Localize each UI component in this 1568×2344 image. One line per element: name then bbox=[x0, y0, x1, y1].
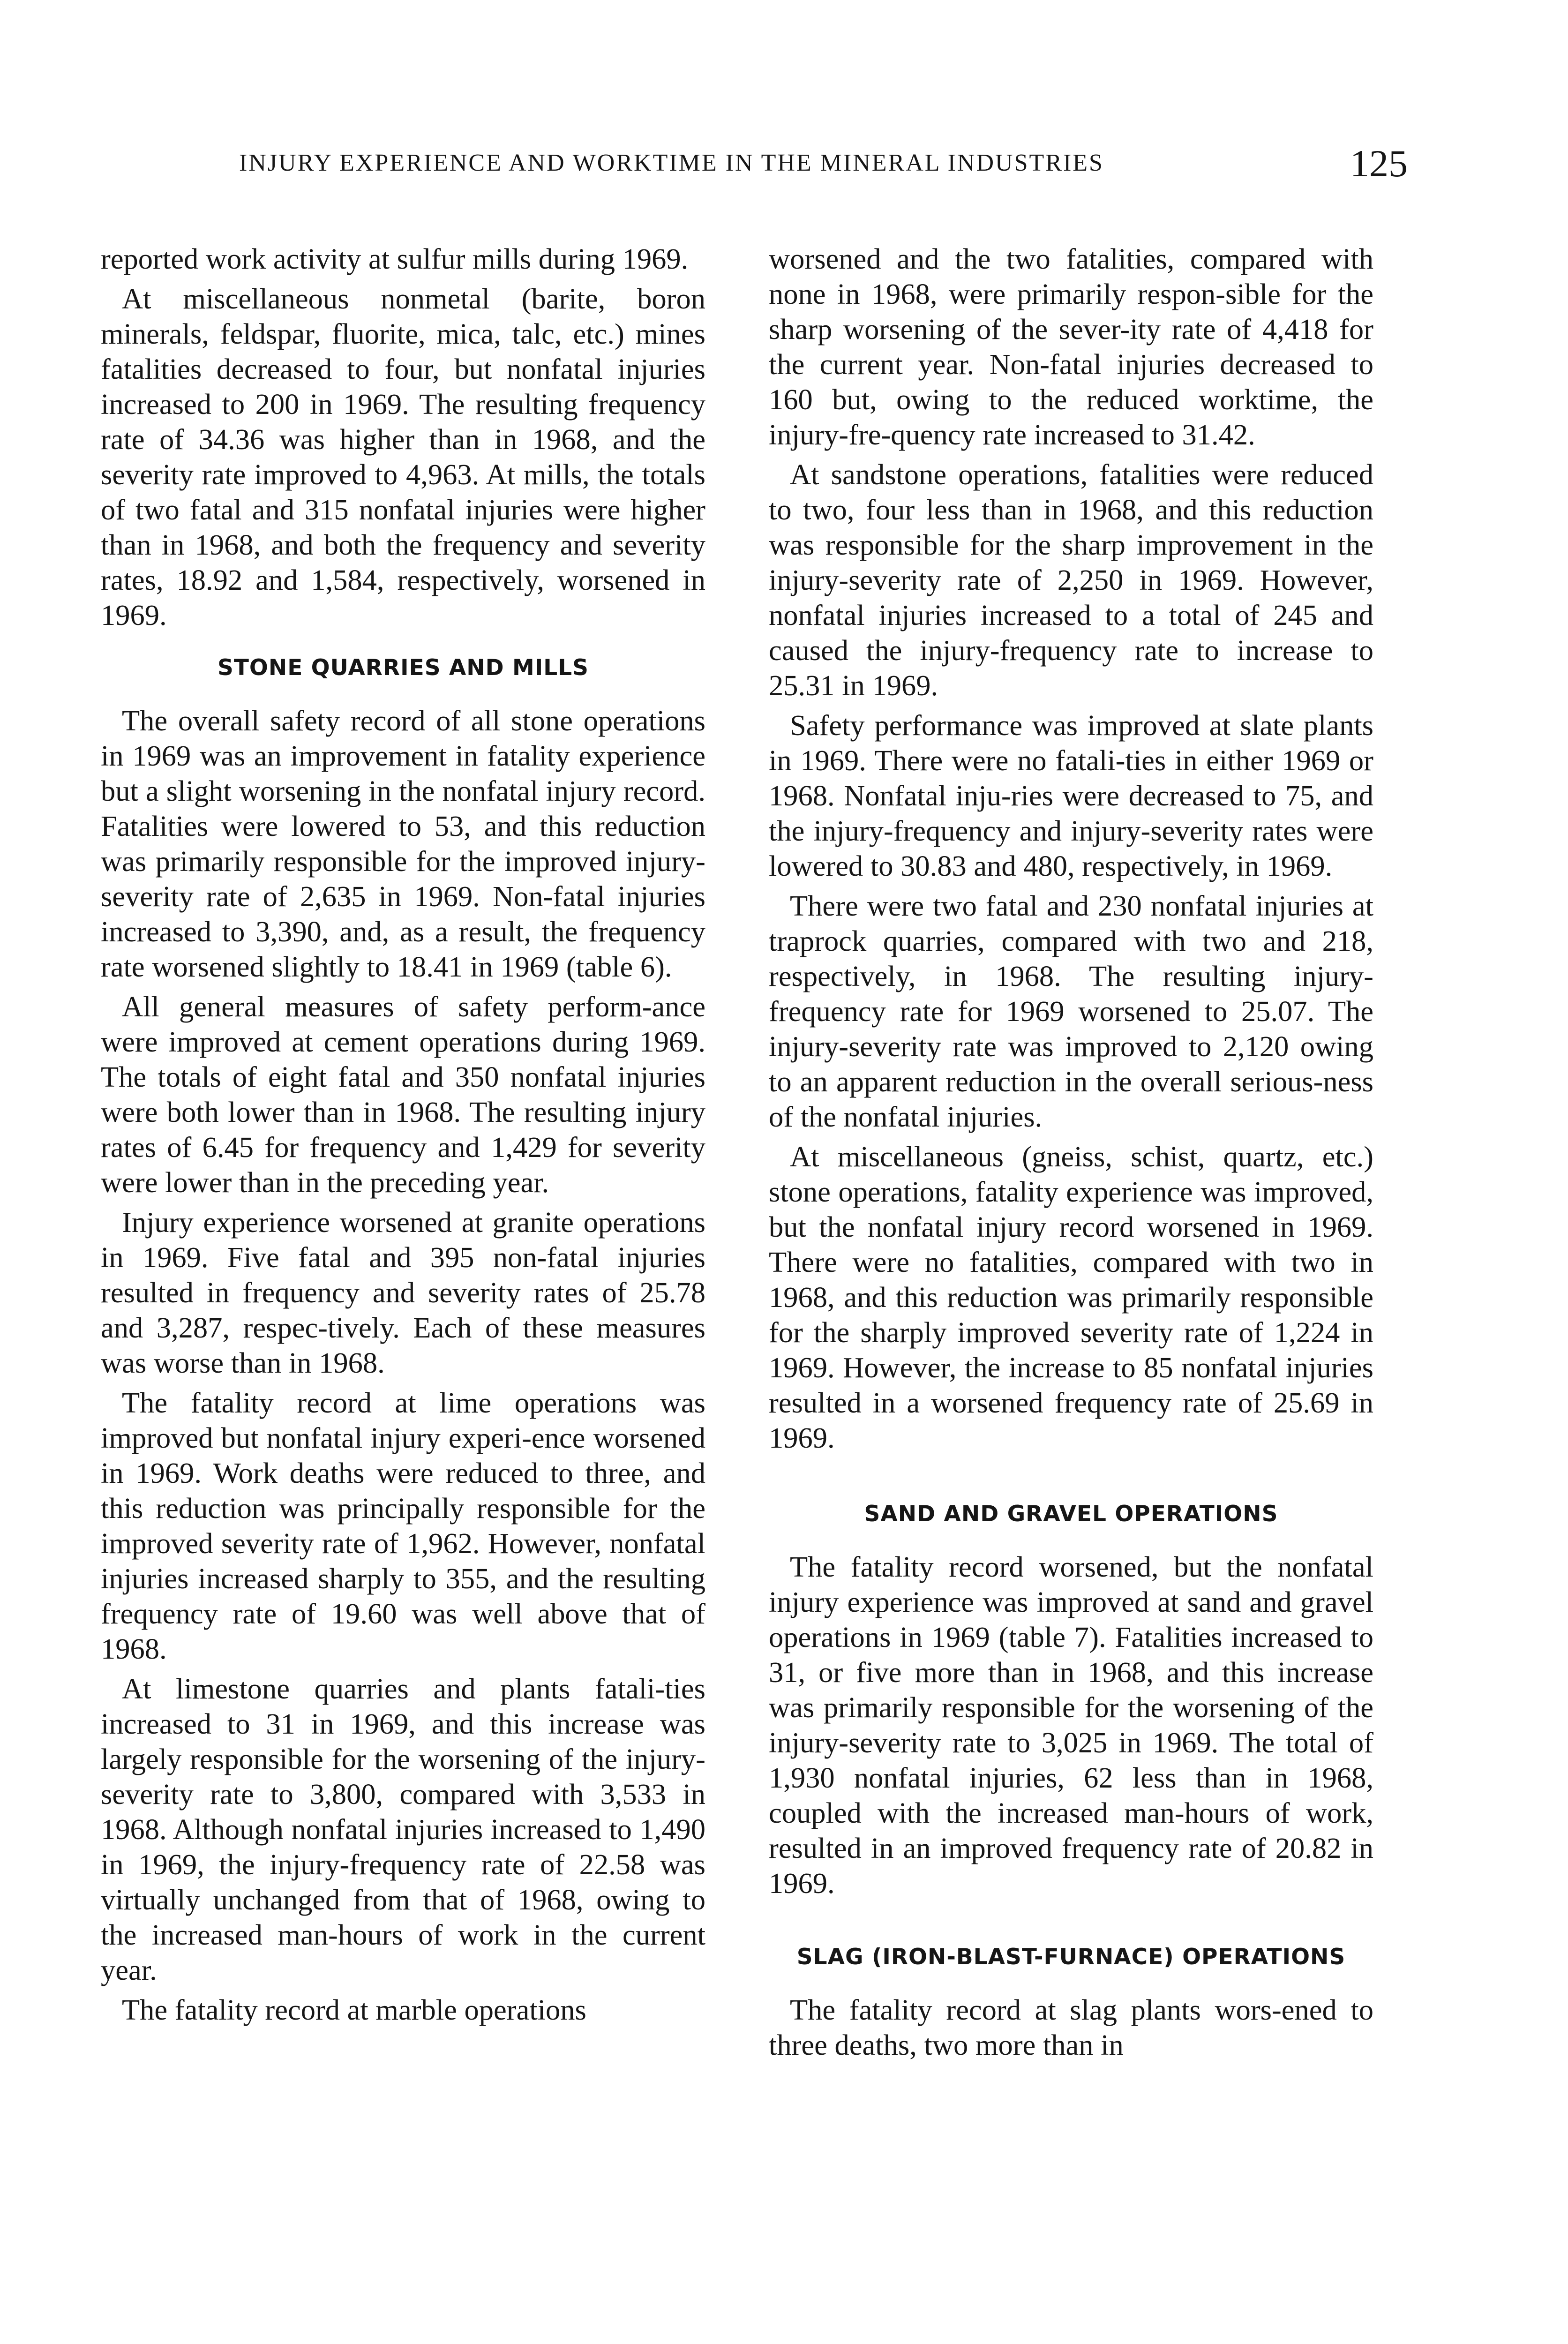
right-column bbox=[769, 241, 1373, 2067]
paragraph: All general measures of safety perform-ance were improved at cement operations during 1969. The totals of eight fatal and 350 nonfatal injuries were both lower than in 1968. The resulting injury rates of 6.45 for frequency and 1,429 for severity were lower than in the preceding year. bbox=[101, 990, 705, 1199]
paragraph: At miscellaneous (gneiss, schist, quartz, etc.) stone operations, fatality experience was improved, but the nonfatal injury record worsened in 1969. There were no fatalities, compared with two in 1968, and this reduction was primarily responsible for the sharply improved severity rate of 1,224 in 1969. However, the increase to 85 nonfatal injuries resulted in a worsened frequency rate of 25.69 in 1969. bbox=[769, 1140, 1373, 1454]
paragraph: reported work activity at sulfur mills during 1969. bbox=[101, 242, 689, 275]
paragraph: The fatality record at lime operations was improved but nonfatal injury experi-ence worsened in 1969. Work deaths were reduced to three, and this reduction was principally responsible for the improved severity rate of 1,962. However, nonfatal injuries increased sharply to 355, and the resulting frequency rate of 19.60 was well above that of 1968. bbox=[101, 1386, 705, 1665]
paragraph: Safety performance was improved at slate plants in 1969. There were no fatali-ties in either 1969 or 1968. Nonfatal inju-ries were decreased to 75, and the injury-frequency and injury-severity rates were lowered to 30.83 and 480, respectively, in 1969. bbox=[769, 709, 1373, 882]
paragraph: At limestone quarries and plants fatali-ties increased to 31 in 1969, and this increase was largely responsible for the worsening of the injury-severity rate to 3,800, compared with 3,533 in 1968. Although nonfatal injuries increased to 1,490 in 1969, the injury-frequency rate of 22.58 was virtually unchanged from that of 1968, owing to the increased man-hours of work in the current year. bbox=[101, 1672, 705, 1986]
paragraph: The fatality record worsened, but the nonfatal injury experience was improved at sand and gravel operations in 1969 (table 7). Fatalities increased to 31, or five more than in 1968, and this increase was primarily responsible for the worsening of the injury-severity rate to 3,025 in 1969. The total of 1,930 nonfatal injuries, 62 less than in 1968, coupled with the increased man-hours of work, resulted in an improved frequency rate of 20.82 in 1969. bbox=[769, 1550, 1373, 1900]
section-heading-sand-gravel: SAND AND GRAVEL OPERATIONS bbox=[864, 1501, 1278, 1527]
page-number: 125 bbox=[1350, 142, 1408, 185]
paragraph: worsened and the two fatalities, compared with none in 1968, were primarily respon-sible for the sharp worsening of the sever-ity rate of 4,418 for the current year. Non-fatal injuries decreased to 160 but, owing to the reduced worktime, the injury-fre-quency rate increased to 31.42. bbox=[769, 242, 1373, 451]
section-heading-stone-quarries: STONE QUARRIES AND MILLS bbox=[218, 655, 589, 681]
paragraph: The fatality record at slag plants wors-ened to three deaths, two more than in bbox=[769, 1993, 1373, 2061]
left-column bbox=[101, 241, 705, 2032]
running-head: INJURY EXPERIENCE AND WORKTIME IN THE MINERAL INDUSTRIES bbox=[239, 150, 1104, 176]
paragraph: The fatality record at marble operations bbox=[122, 1993, 586, 2026]
paragraph: The overall safety record of all stone operations in 1969 was an improvement in fatality experience but a slight worsening in the nonfatal injury record. Fatalities were lowered to 53, and this reduction was primarily responsible for the improved injury-severity rate of 2,635 in 1969. Non-fatal injuries increased to 3,390, and, as a result, the frequency rate worsened slightly to 18.41 in 1969 (table 6). bbox=[101, 704, 705, 983]
paragraph: There were two fatal and 230 nonfatal injuries at traprock quarries, compared with two and 218, respectively, in 1968. The resulting injury-frequency rate for 1969 worsened to 25.07. The injury-severity rate was improved to 2,120 owing to an apparent reduction in the overall serious-ness of the nonfatal injuries. bbox=[769, 889, 1373, 1133]
paragraph: At miscellaneous nonmetal (barite, boron minerals, feldspar, fluorite, mica, talc, etc.) mines fatalities decreased to four, but nonfatal injuries increased to 200 in 1969. The resulting frequency rate of 34.36 was higher than in 1968, and the severity rate improved to 4,963. At mills, the totals of two fatal and 315 nonfatal injuries were higher than in 1968, and both the frequency and severity rates, 18.92 and 1,584, respectively, worsened in 1969. bbox=[101, 282, 705, 631]
section-heading-slag: SLAG (IRON-BLAST-FURNACE) OPERATIONS bbox=[796, 1944, 1346, 1970]
paragraph: Injury experience worsened at granite operations in 1969. Five fatal and 395 non-fatal injuries resulted in frequency and severity rates of 25.78 and 3,287, respec-tively. Each of these measures was worse than in 1968. bbox=[101, 1206, 705, 1379]
paragraph: At sandstone operations, fatalities were reduced to two, four less than in 1968, and this reduction was responsible for the sharp improvement in the injury-severity rate of 2,250 in 1969. However, nonfatal injuries increased to a total of 245 and caused the injury-frequency rate to increase to 25.31 in 1969. bbox=[769, 458, 1373, 702]
